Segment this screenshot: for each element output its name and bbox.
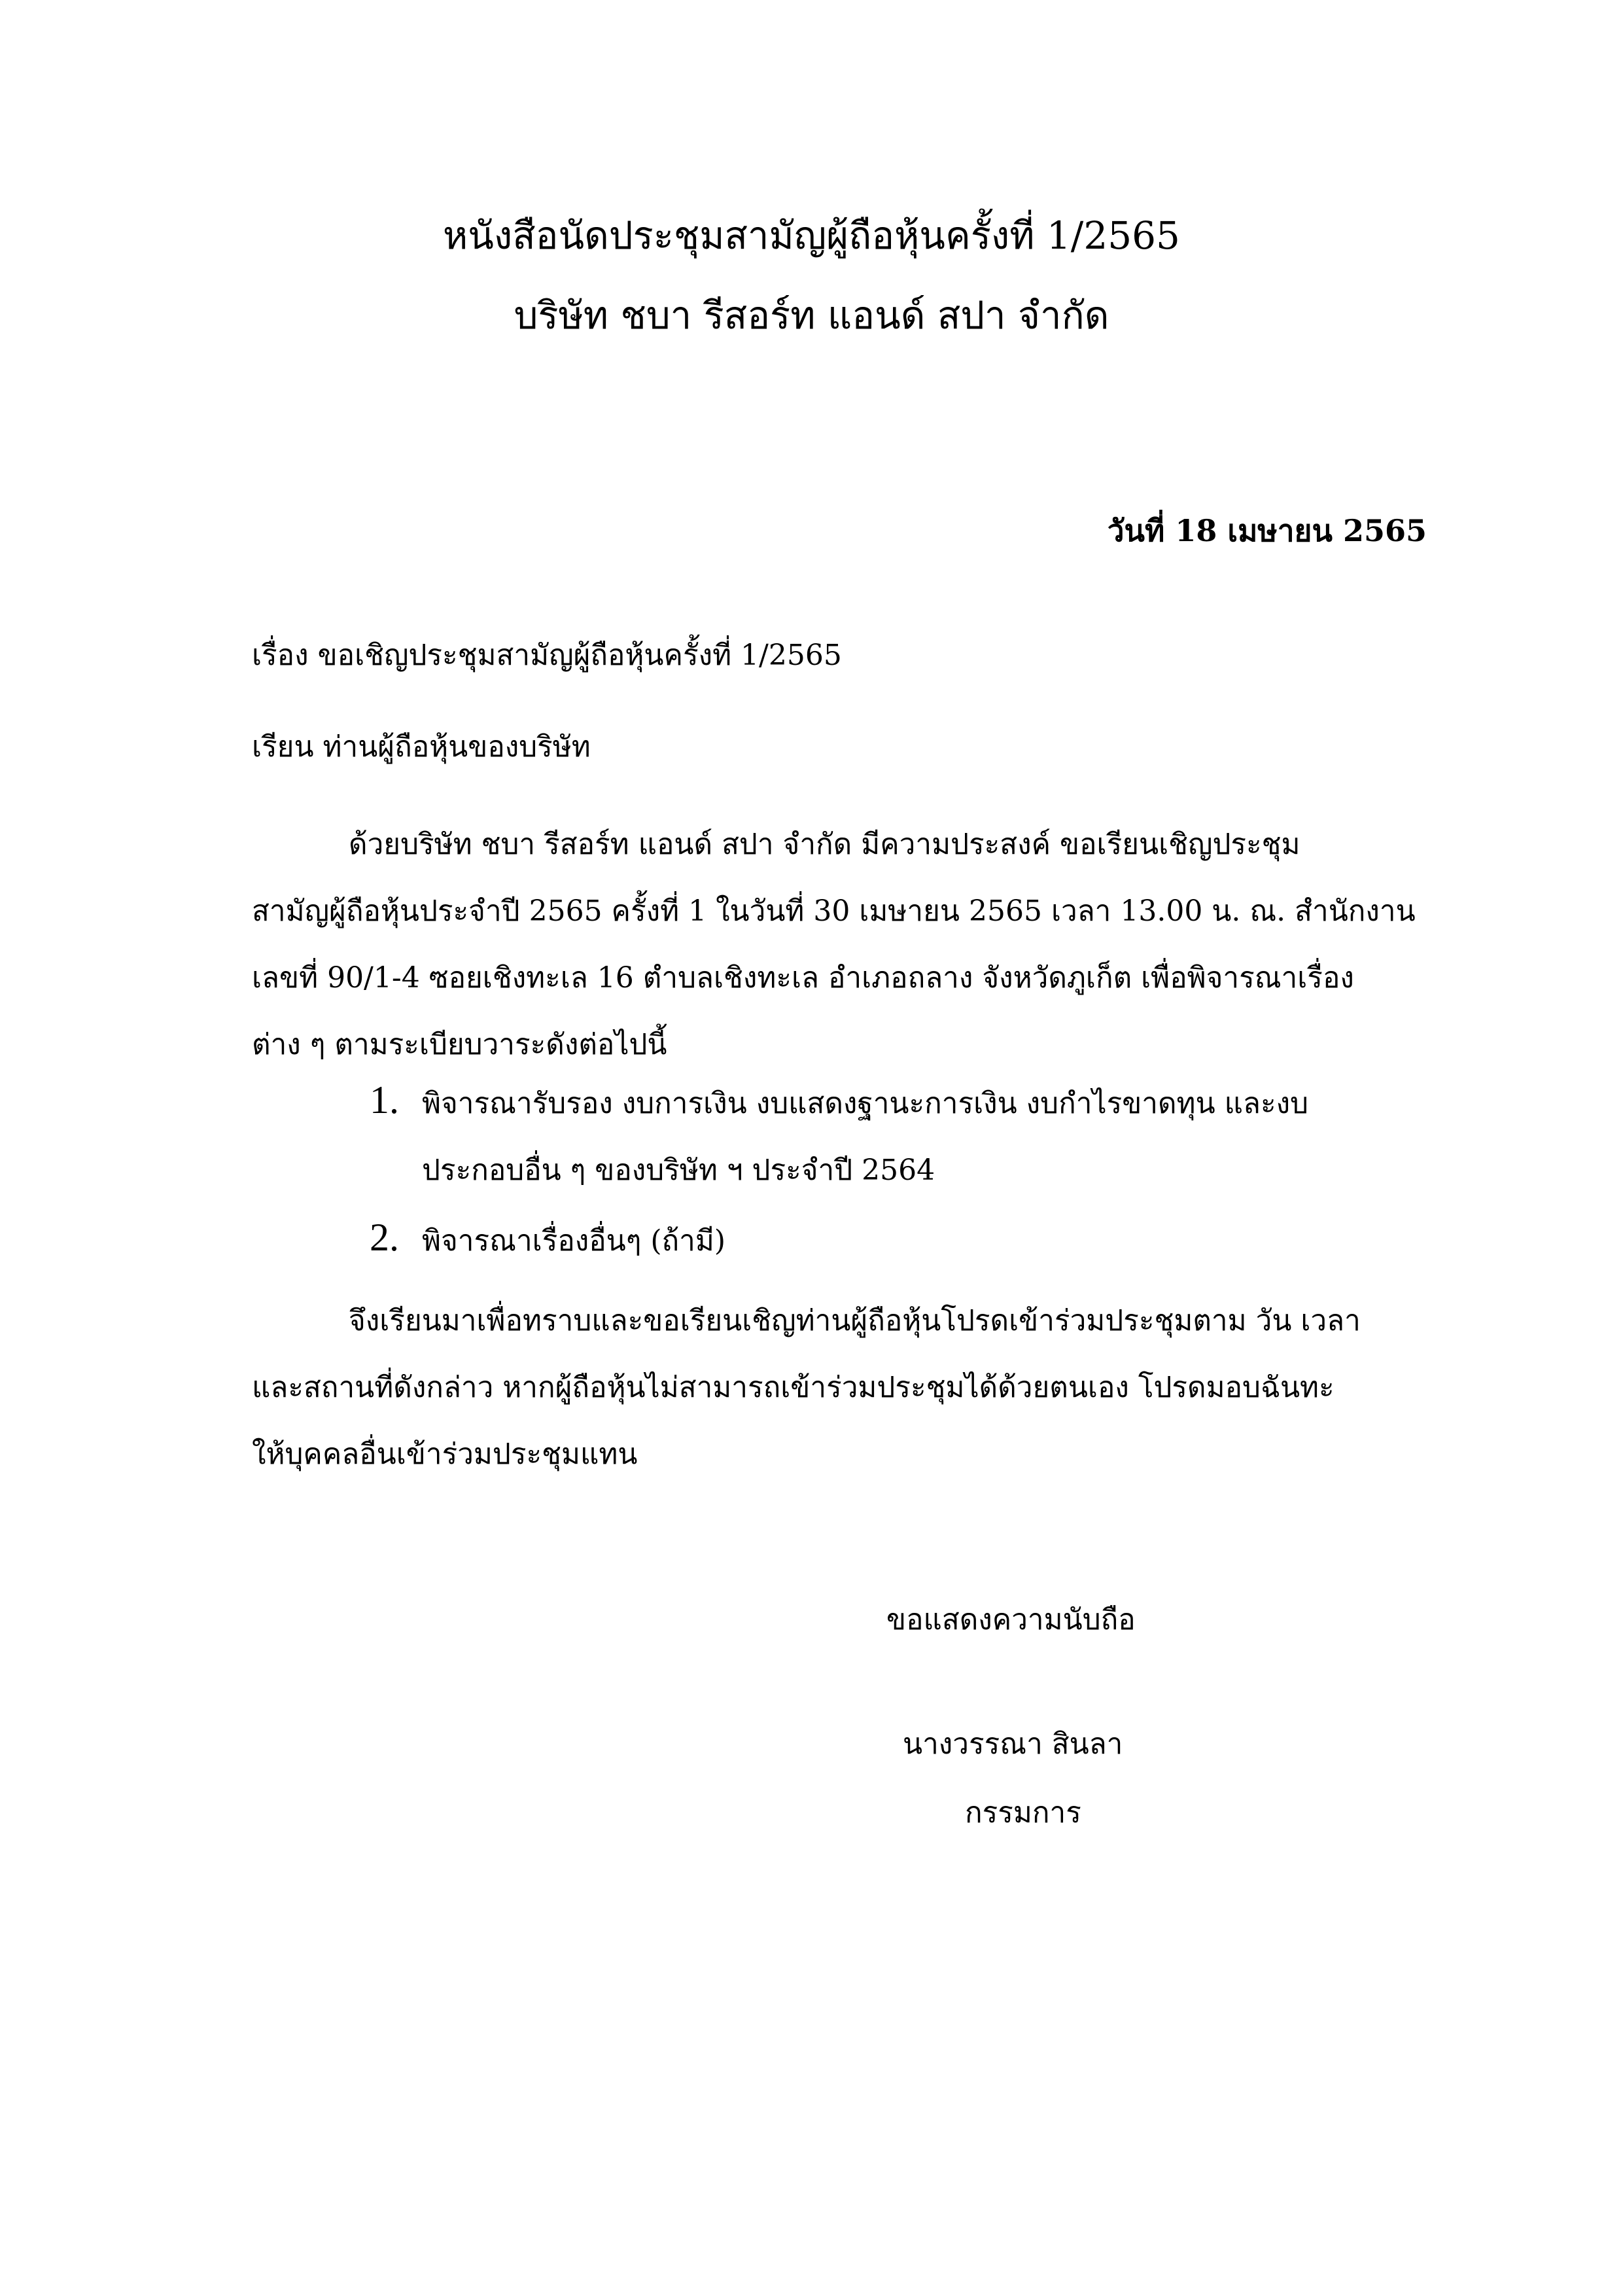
agenda-number: 2. xyxy=(370,1216,399,1259)
agenda-number: 1. xyxy=(370,1078,399,1122)
agenda-list xyxy=(370,1067,1416,1275)
letter-subject: เรื่อง ขอเชิญประชุมสามัญผู้ถือหุ้นครั้งที่ 1/2565 xyxy=(252,639,842,672)
paragraph-line: ให้บุคคลอื่นเข้าร่วมประชุมแทน xyxy=(252,1438,638,1471)
letter-date: วันที่ 18 เมษายน 2565 xyxy=(1107,513,1427,548)
paragraph-line: ด้วยบริษัท ชบา รีสอร์ท แอนด์ สปา จำกัด มีความประสงค์ ขอเรียนเชิญประชุม xyxy=(349,828,1300,861)
paragraph-line: ต่าง ๆ ตามระเบียบวาระดังต่อไปนี้ xyxy=(252,1028,667,1061)
agenda-text: พิจารณาเรื่องอื่นๆ (ถ้ามี) xyxy=(422,1224,726,1258)
paragraph-line: สามัญผู้ถือหุ้นประจำปี 2565 ครั้งที่ 1 ในวันที่ 30 เมษายน 2565 เวลา 13.00 น. ณ. สำนักงาน xyxy=(252,894,1416,928)
agenda-text: พิจารณารับรอง งบการเงิน งบแสดงฐานะการเงิน งบกำไรขาดทุน และงบ xyxy=(422,1087,1308,1120)
letter-title-line1: หนังสือนัดประชุมสามัญผู้ถือหุ้นครั้งที่ 1/2565 xyxy=(443,213,1180,258)
paragraph-line: จึงเรียนมาเพื่อทราบและขอเรียนเชิญท่านผู้ถือหุ้นโปรดเข้าร่วมประชุมตาม วัน เวลา xyxy=(349,1304,1361,1337)
agenda-item-1 xyxy=(370,1067,1416,1137)
agenda-text-continued: ประกอบอื่น ๆ ของบริษัท ฯ ประจำปี 2564 xyxy=(422,1154,935,1187)
signer-name: นางวรรณา สินลา xyxy=(903,1727,1123,1761)
paragraph-line: และสถานที่ดังกล่าว หากผู้ถือหุ้นไม่สามารถเข้าร่วมประชุมได้ด้วยตนเอง โปรดมอบฉันทะ xyxy=(252,1371,1335,1404)
company-name: บริษัท ชบา รีสอร์ท แอนด์ สปา จำกัด xyxy=(514,293,1109,338)
letter-addressee: เรียน ท่านผู้ถือหุ้นของบริษัท xyxy=(252,730,591,764)
body-paragraph-1 xyxy=(252,811,1429,1078)
paragraph-line: เลขที่ 90/1-4 ซอยเชิงทะเล 16 ตำบลเชิงทะเล อำเภอถลาง จังหวัดภูเก็ต เพื่อพิจารณาเรื่อง xyxy=(252,961,1354,995)
closing-phrase: ขอแสดงความนับถือ xyxy=(886,1603,1136,1636)
agenda-item-2 xyxy=(370,1204,1416,1275)
signer-title: กรรมการ xyxy=(965,1796,1081,1829)
body-paragraph-2 xyxy=(252,1288,1429,1488)
